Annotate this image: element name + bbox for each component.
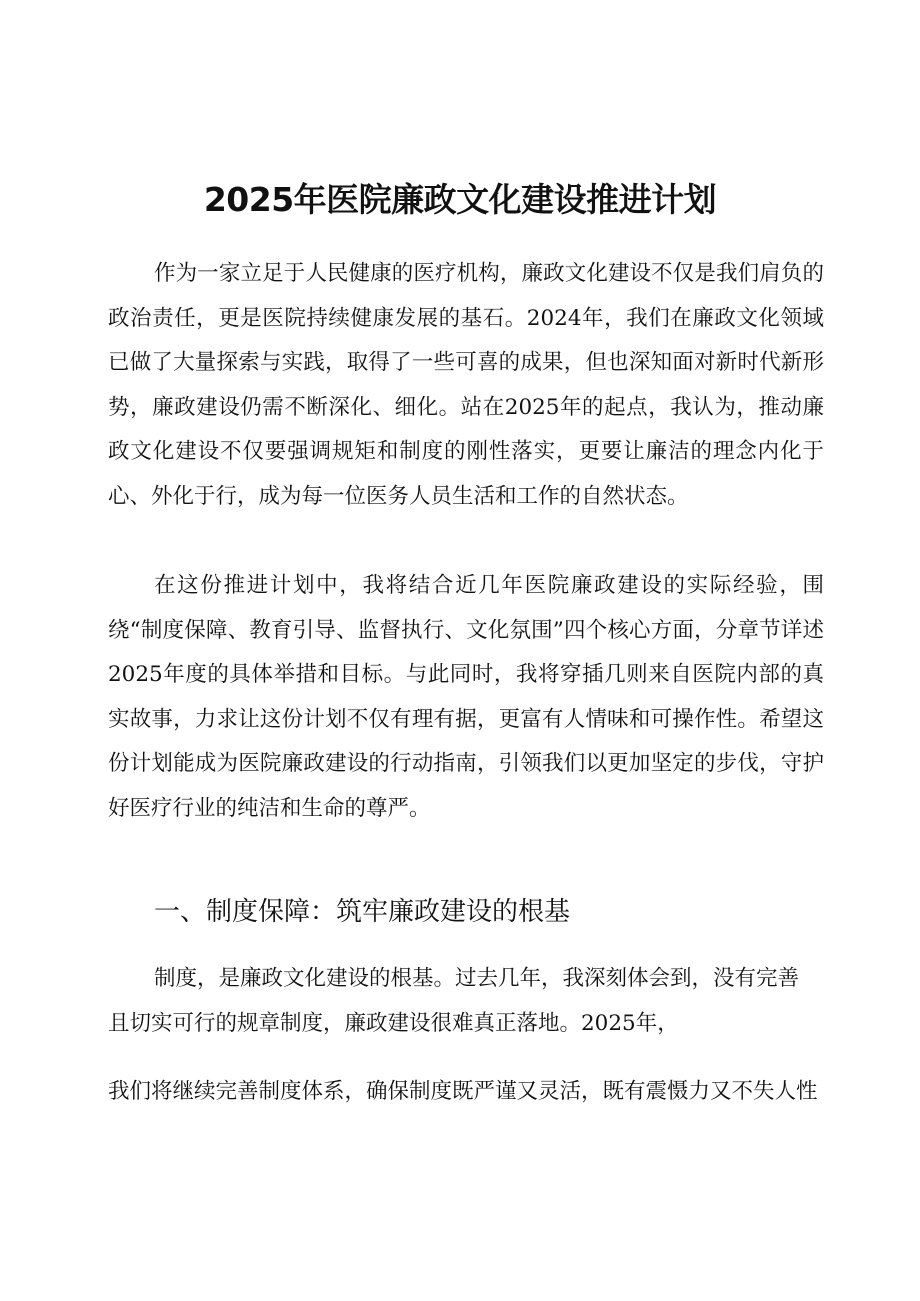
section-1-paragraph-continued: 我们将继续完善制度体系，确保制度既严谨又灵活，既有震慑力又不失人性	[108, 1079, 818, 1104]
intro-paragraph-2: 在这份推进计划中，我将结合近几年医院廉政建设的实际经验，围绕“制度保障、教育引导、监督执行、文化氛围”四个核心方面，分章节详述2025年度的具体举措和目标。与此同时，我将穿插几则来自医院内部的真实故事，力求让这份计划不仅有理有据，更富有人情味和可操作性。希望这份计划能成为医院廉政建设的行动指南，引领我们以更加坚定的步伐，守护好医疗行业的纯洁和生命的尊严。	[108, 573, 824, 821]
section-heading-institutional-guarantee: 一、制度保障：筑牢廉政建设的根基	[154, 897, 571, 927]
section-1-paragraph-line-1: 制度，是廉政文化建设的根基。过去几年，我深刻体会到，没有完善	[154, 966, 800, 991]
section-1-paragraph	[108, 957, 824, 1046]
intro-paragraph-1: 作为一家立足于人民健康的医疗机构，廉政文化建设不仅是我们肩负的政治责任，更是医院持续健康发展的基石。2024年，我们在廉政文化领域已做了大量探索与实践，取得了一些可喜的成果，但也深知面对新时代新形势，廉政建设仍需不断深化、细化。站在2025年的起点，我认为，推动廉政文化建设不仅要强调规矩和制度的刚性落实，更要让廉洁的理念内化于心、外化于行，成为每一位医务人员生活和工作的自然状态。	[108, 261, 824, 509]
section-1-paragraph-line-2: 且切实可行的规章制度，廉政建设很难真正落地。2025年，	[108, 1010, 679, 1036]
document-title: 2025年医院廉政文化建设推进计划	[203, 180, 717, 219]
